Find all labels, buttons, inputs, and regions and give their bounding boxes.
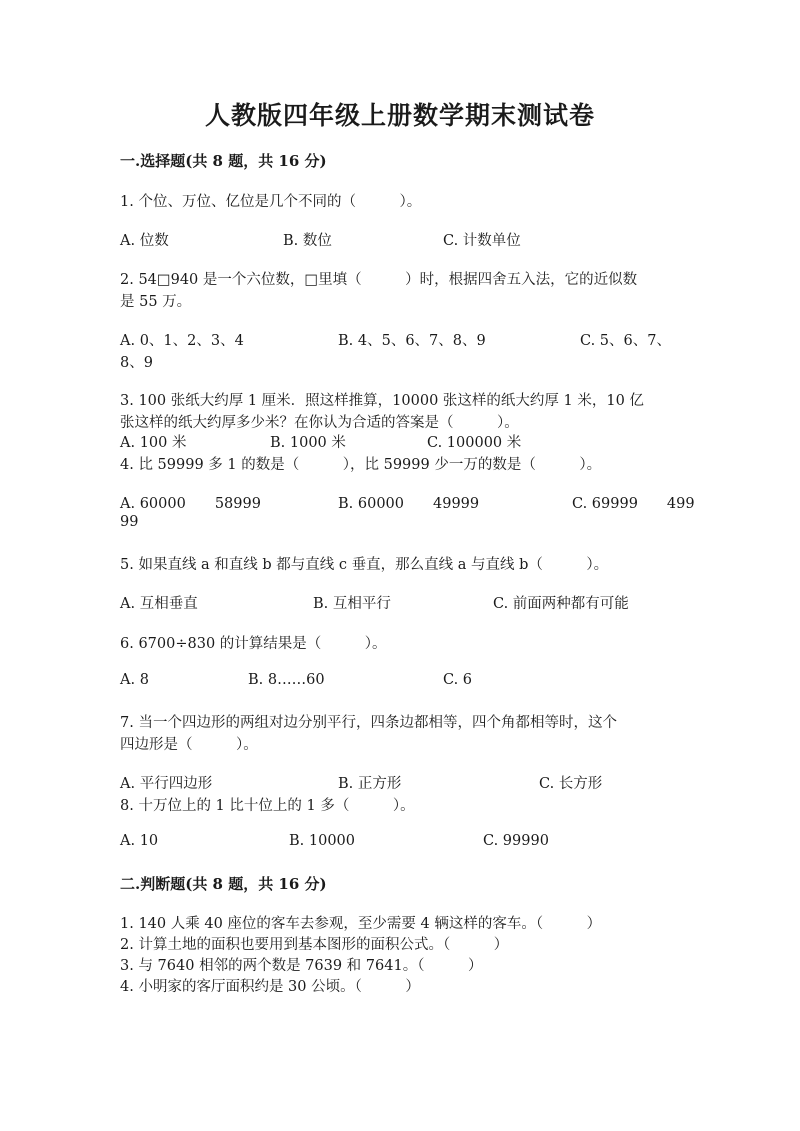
question-2-option-c-wrap: 8、9 xyxy=(120,355,153,371)
question-4-stem: 4. 比 59999 多 1 的数是（ ），比 59999 少一万的数是（ ）。 xyxy=(120,457,602,473)
question-1-stem: 1. 个位、万位、亿位是几个不同的（ ）。 xyxy=(120,194,422,210)
question-7-option-c: C. 长方形 xyxy=(539,776,603,792)
question-3-stem-line-2: 张这样的纸大约厚多少米？在你认为合适的答案是（ ）。 xyxy=(120,415,519,431)
judge-question-4: 4. 小明家的客厅面积约是 30 公顷。（ ） xyxy=(120,979,420,995)
question-2-option-c: C. 5、6、7、 xyxy=(580,333,671,349)
judge-question-3: 3. 与 7640 相邻的两个数是 7639 和 7641。（ ） xyxy=(120,958,483,974)
section-heading-choice: 一.选择题(共 8 题，共 16 分) xyxy=(120,152,327,170)
question-1-option-c: C. 计数单位 xyxy=(443,233,521,249)
question-2-option-a: A. 0、1、2、3、4 xyxy=(120,333,244,349)
question-2-stem-line-2: 是 55 万。 xyxy=(120,294,192,310)
question-3-stem-line-1: 3. 100 张纸大约厚 1 厘米．照这样推算，10000 张这样的纸大约厚 1 米，10 亿 xyxy=(120,393,644,409)
question-2-stem-line-1: 2. 54□940 是一个六位数，□里填（ ）时，根据四舍五入法，它的近似数 xyxy=(120,272,638,288)
exam-title: 人教版四年级上册数学期末测试卷 xyxy=(204,101,595,130)
question-1-option-a: A. 位数 xyxy=(120,233,169,249)
question-6-option-b: B. 8……60 xyxy=(248,672,325,688)
question-1-option-b: B. 数位 xyxy=(283,233,332,249)
question-7-option-b: B. 正方形 xyxy=(338,776,402,792)
question-6-stem: 6. 6700÷830 的计算结果是（ ）。 xyxy=(120,636,387,652)
question-5-option-a: A. 互相垂直 xyxy=(120,596,198,612)
question-5-stem: 5. 如果直线 a 和直线 b 都与直线 c 垂直，那么直线 a 与直线 b（ ）。 xyxy=(120,557,609,573)
question-4-option-c-wrap: 99 xyxy=(120,514,139,530)
question-7-option-a: A. 平行四边形 xyxy=(120,776,213,792)
question-3-option-c: C. 100000 米 xyxy=(427,435,522,451)
question-2-option-b: B. 4、5、6、7、8、9 xyxy=(338,333,486,349)
question-7-stem-line-2: 四边形是（ ）。 xyxy=(120,737,258,753)
question-5-option-b: B. 互相平行 xyxy=(313,596,391,612)
question-8-stem: 8. 十万位上的 1 比十位上的 1 多（ ）。 xyxy=(120,798,415,814)
question-7-stem-line-1: 7. 当一个四边形的两组对边分别平行，四条边都相等，四个角都相等时，这个 xyxy=(120,715,617,731)
question-6-option-a: A. 8 xyxy=(120,672,149,688)
question-4-option-a: A. 60000 58999 xyxy=(120,496,261,512)
question-4-option-b: B. 60000 49999 xyxy=(338,496,480,512)
question-6-option-c: C. 6 xyxy=(443,672,473,688)
question-5-option-c: C. 前面两种都有可能 xyxy=(493,596,629,612)
question-4-option-c: C. 69999 499 xyxy=(572,496,695,512)
question-8-option-b: B. 10000 xyxy=(289,833,356,849)
judge-question-1: 1. 140 人乘 40 座位的客车去参观，至少需要 4 辆这样的客车。（ ） xyxy=(120,916,602,932)
question-8-option-a: A. 10 xyxy=(120,833,159,849)
judge-question-2: 2. 计算土地的面积也要用到基本图形的面积公式。（ ） xyxy=(120,937,509,953)
question-3-option-b: B. 1000 米 xyxy=(270,435,346,451)
section-heading-judge: 二.判断题(共 8 题，共 16 分) xyxy=(120,875,327,893)
question-3-option-a: A. 100 米 xyxy=(120,435,187,451)
question-8-option-c: C. 99990 xyxy=(483,833,549,849)
